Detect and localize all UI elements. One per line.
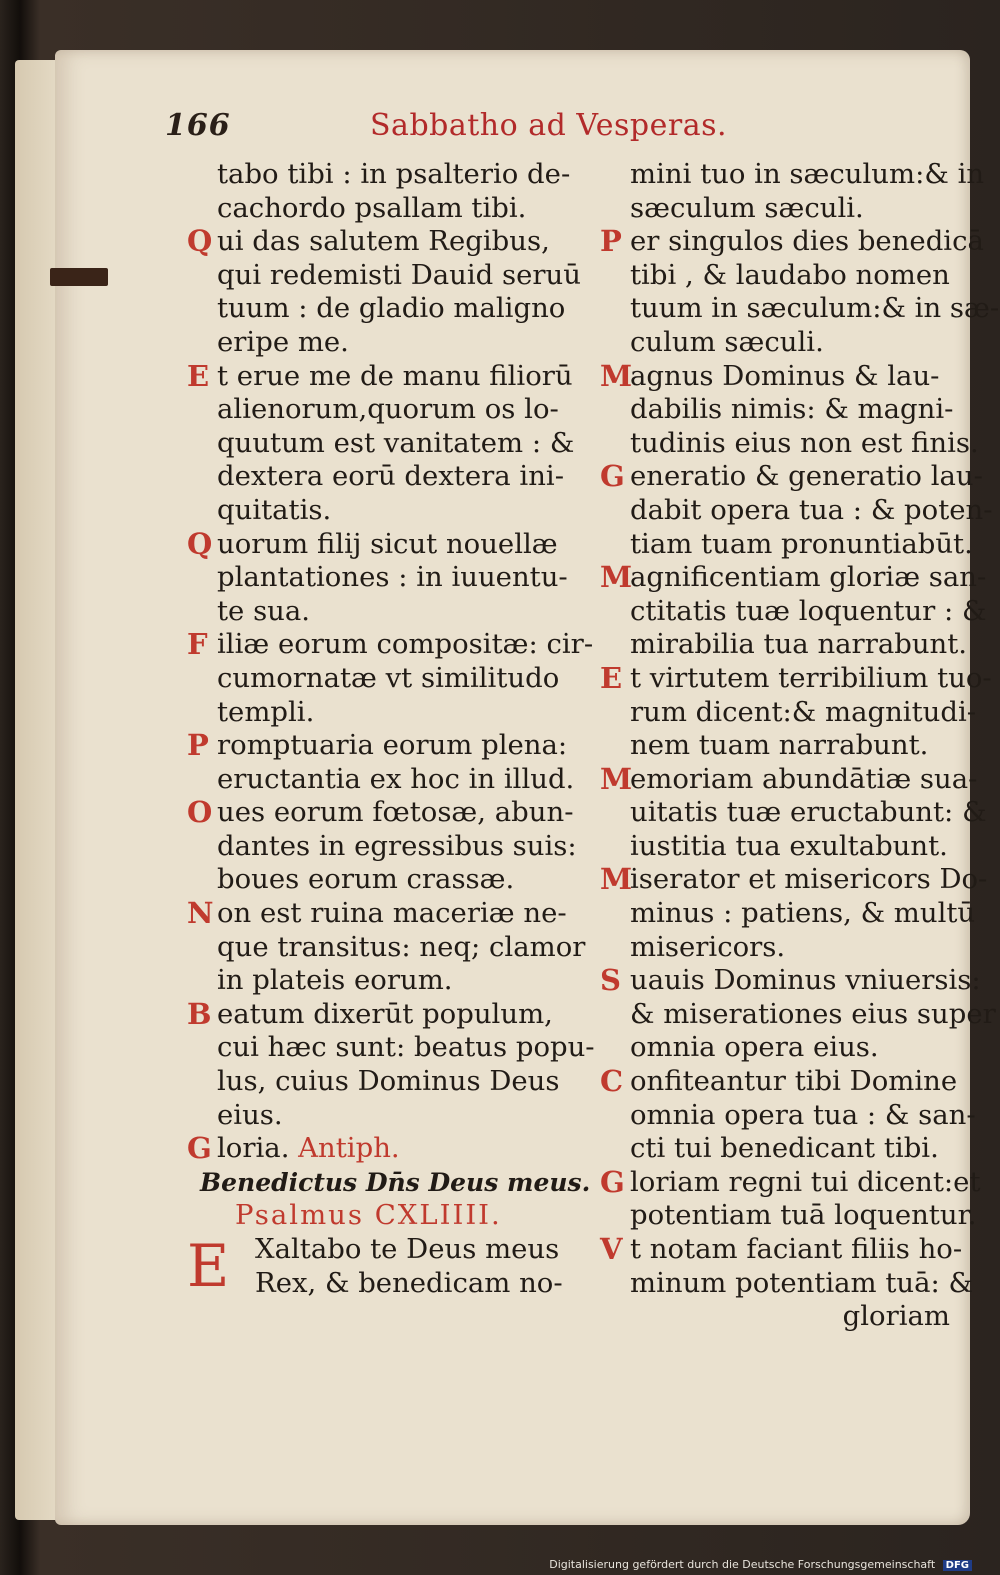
verse-line: nem tuam narrabunt. [630,729,929,762]
verse-line: templi. [217,695,315,728]
dfg-logo: DFG [943,1560,972,1571]
verse-line: N on est ruina maceriæ ne- [187,896,567,931]
psalm-opening [165,1232,563,1300]
verse-line: G eneratio & generatio lau- [600,459,983,494]
verse [578,862,988,964]
verse-line: qui redemisti Dauid seruū [217,258,581,291]
running-head [165,108,925,148]
verse-initial: V [600,1232,623,1266]
gloria-text: loria. [217,1132,299,1165]
verse-line: que transitus: neq; clamor [217,930,586,963]
verse-line: B eatum dixerūt populum, [187,996,553,1031]
verse-line: ctitatis tuæ loquentur : & [630,594,987,627]
verse-line: M agnus Dominus & lau- [600,358,940,393]
verse-initial: O [187,795,213,830]
verse-line: P er singulos dies benedicā [600,224,984,259]
verse [578,1064,976,1166]
verse-line: V t notam faciant filiis ho- [600,1232,963,1266]
verse-initial: C [600,1064,624,1099]
verse-line: quitatis. [217,493,332,526]
footer-credit [549,1558,972,1571]
verse [578,963,996,1065]
verse-line: G loriam regni tui dicent:et [600,1164,981,1199]
verse-initial: F [187,627,208,662]
verse [578,459,993,561]
verse-line: cachordo psallam tibi. [217,191,527,224]
verse-initial: M [600,560,633,595]
verse-initial: N [187,896,214,931]
verse [165,224,581,359]
verse-line: boues eorum crassæ. [217,863,515,896]
verse-continuation [165,158,571,225]
verse [165,728,575,796]
verse [165,358,575,528]
verse-initial: E [600,660,623,695]
verse-line: Rex, & benedicam no- [255,1266,563,1299]
verse-line: dantes in egressibus suis: [217,829,577,862]
verse [165,526,568,629]
verse-line: omnia opera eius. [630,1031,879,1064]
verse-initial: P [187,728,209,763]
verse-line: minus : patiens, & multū [630,897,976,930]
verse [578,660,992,763]
verse [578,560,987,662]
verse-initial: Q [187,224,213,259]
verse [578,224,1000,359]
verse-line: potentiam tuā loquentur. [630,1199,977,1232]
verse-line: sæculum sæculi. [630,191,864,224]
verse-line: O ues eorum fœtosæ, abun- [187,795,574,830]
verse-line: Q uorum filij sicut nouellæ [187,526,558,561]
verse-line: mini tuo in sæculum:& in [630,158,985,190]
verse-line: eripe me. [217,325,349,358]
verse-initial: M [600,862,633,897]
verse-initial: G [600,1164,625,1199]
verse-line: tuum : de gladio maligno [217,292,566,325]
verse-initial: P [600,224,622,259]
verse-line: tibi , & laudabo nomen [630,258,950,291]
right-column [578,158,1000,1334]
verse [578,358,979,461]
verse-line: misericors. [630,930,786,963]
verse-line: culum sæculi. [630,325,824,358]
verse-line: tudinis eius non est finis. [630,426,979,459]
verse-line: cui hæc sunt: beatus popu- [217,1031,595,1064]
verse-line: tuum in sæculum:& in sæ- [630,292,1000,325]
gloria-initial: G [187,1131,212,1166]
verse-line: in plateis eorum. [217,964,453,997]
psalm-title: Psalmus CXLIIII. [235,1199,502,1232]
verse [578,761,987,864]
verse-line: lus, cuius Dominus Deus [217,1065,560,1098]
verse-initial: S [600,963,621,998]
verse [165,627,594,729]
verse-line: E t erue me de manu filiorū [187,358,573,393]
psalm-initial: E [187,1232,230,1300]
verse-line: mirabilia tua narrabunt. [630,628,968,661]
verse-line: iustitia tua exultabunt. [630,829,948,862]
left-column [165,158,595,1300]
verse-line: uitatis tuæ eructabunt: & [630,796,987,829]
running-head-title: Sabbatho ad Vesperas. [370,108,728,143]
verse-initial: M [600,358,633,393]
verse-line: C onfiteantur tibi Domine [600,1064,958,1099]
bookmark-ribbon [50,268,108,286]
verse-line: cti tui benedicant tibi. [630,1132,939,1165]
verse-initial: G [600,459,625,494]
verse-line: M emoriam abundātiæ sua- [600,761,978,796]
verse-line: & miserationes eius super [630,997,996,1030]
verse-line: eructantia ex hoc in illud. [217,762,575,795]
verse-line: M iserator et misericors Do- [600,862,988,897]
verse-line: tiam tuam pronuntiabūt. [630,527,973,560]
verse-line: plantationes : in iuuentu- [217,561,568,594]
antiphon-label: Antiph. [298,1132,400,1165]
verse-line: te sua. [217,594,311,627]
gloria-line [165,1132,555,1166]
verse [578,1164,981,1233]
verse [165,996,595,1132]
verse-line: tabo tibi : in psalterio de- [217,158,571,190]
verse [165,896,586,998]
verse-initial: B [187,996,212,1031]
verse [165,795,577,897]
footer-text: Digitalisierung gefördert durch die Deutsche Forschungsgemeinschaft [549,1558,936,1571]
verse-initial: M [600,761,633,796]
verse-line: E t virtutem terribilium tuo- [600,660,992,695]
verse-line: Q ui das salutem Regibus, [187,224,550,259]
verse-line: alienorum,quorum os lo- [217,393,559,426]
verse-line: eius. [217,1098,283,1131]
verse-line: S uauis Dominus vniuersis: [600,963,981,998]
verse-line: rum dicent:& magnitudi- [630,695,977,728]
verse-continuation [578,158,985,225]
verse-line: P romptuaria eorum plena: [187,728,568,763]
verse-initial: Q [187,526,213,561]
verse-line: quutum est vanitatem : & [217,426,575,459]
verse-line: dextera eorū dextera ini- [217,460,565,493]
verse-line: Xaltabo te Deus meus [255,1233,560,1265]
verse-initial: E [187,358,210,393]
page-number: 166 [165,108,231,143]
verse-line: omnia opera tua : & san- [630,1098,976,1131]
verse [578,1232,974,1300]
verse-line: dabilis nimis: & magni- [630,393,954,426]
antiphon-incipit: Benedictus Dn̄s Deus meus. [200,1167,591,1197]
verse-line: M agnificentiam gloriæ san- [600,560,987,595]
verse-line: minum potentiam tuā: & [630,1266,974,1299]
verse-line: cumornatæ vt similitudo [217,661,560,694]
verse-line: dabit opera tua : & poten- [630,493,993,526]
catchword: gloriam [842,1300,950,1333]
verse-line: F iliæ eorum compositæ: cir- [187,627,594,662]
